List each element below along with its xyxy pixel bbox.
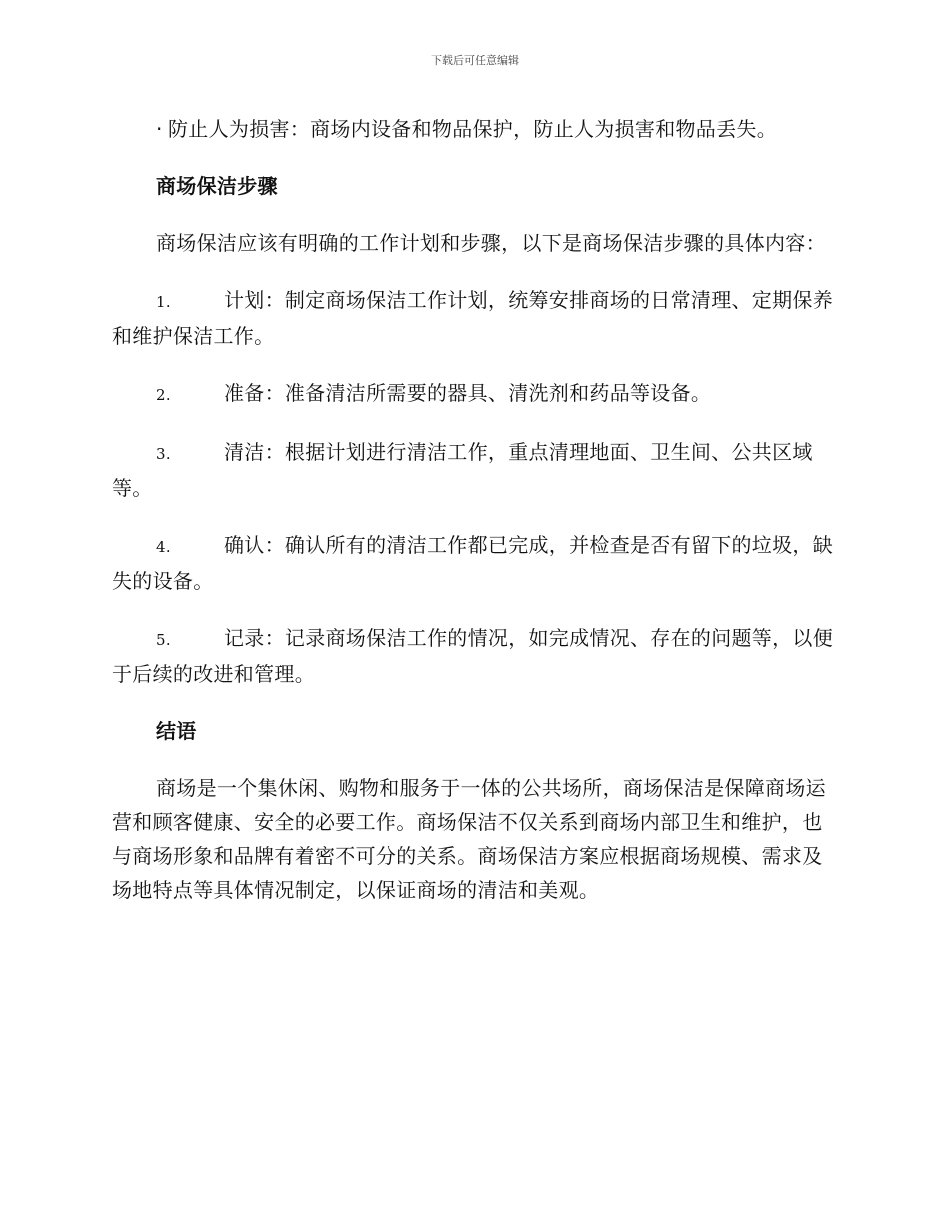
section-heading-steps: 商场保洁步骤 [156, 174, 278, 198]
section-heading-conclusion: 结语 [156, 719, 197, 743]
bullet-text: 防止人为损害：商场内设备和物品保护，防止人为损害和物品丢失。 [168, 117, 777, 141]
document-body [112, 112, 838, 930]
step-text: 计划：制定商场保洁工作计划，统筹安排商场的日常清理、定期保养和维护保洁工作。 [112, 288, 833, 348]
step-item-4 [112, 528, 838, 598]
step-item-2 [112, 376, 838, 412]
step-number: 5. [156, 631, 171, 649]
step-number: 3. [156, 445, 171, 463]
step-number: 4. [156, 538, 171, 556]
bullet-symbol: · [156, 117, 163, 141]
step-item-5 [112, 621, 838, 691]
step-text: 准备：准备清洁所需要的器具、清洗剂和药品等设备。 [224, 381, 712, 405]
step-number: 2. [156, 386, 171, 404]
step-number: 1. [156, 293, 171, 311]
steps-intro-paragraph: 商场保洁应该有明确的工作计划和步骤，以下是商场保洁步骤的具体内容： [156, 231, 826, 255]
bullet-item [112, 112, 838, 146]
step-text: 清洁：根据计划进行清洁工作，重点清理地面、卫生间、公共区域等。 [112, 440, 813, 500]
conclusion-paragraph: 商场是一个集休闲、购物和服务于一体的公共场所，商场保洁是保障商场运营和顾客健康、安全的必要工作。商场保洁不仅关系到商场内部卫生和维护，也与商场形象和品牌有着密不可分的关系。商场保洁方案应根据商场规模、需求及场地特点等具体情况制定，以保证商场的清洁和美观。 [112, 776, 826, 902]
step-text: 确认：确认所有的清洁工作都已完成，并检查是否有留下的垃圾，缺失的设备。 [112, 533, 833, 593]
page-header: 下载后可任意编辑 [431, 54, 519, 67]
step-item-1 [112, 283, 838, 353]
step-item-3 [112, 435, 838, 505]
step-text: 记录：记录商场保洁工作的情况，如完成情况、存在的问题等，以便于后续的改进和管理。 [112, 626, 833, 686]
